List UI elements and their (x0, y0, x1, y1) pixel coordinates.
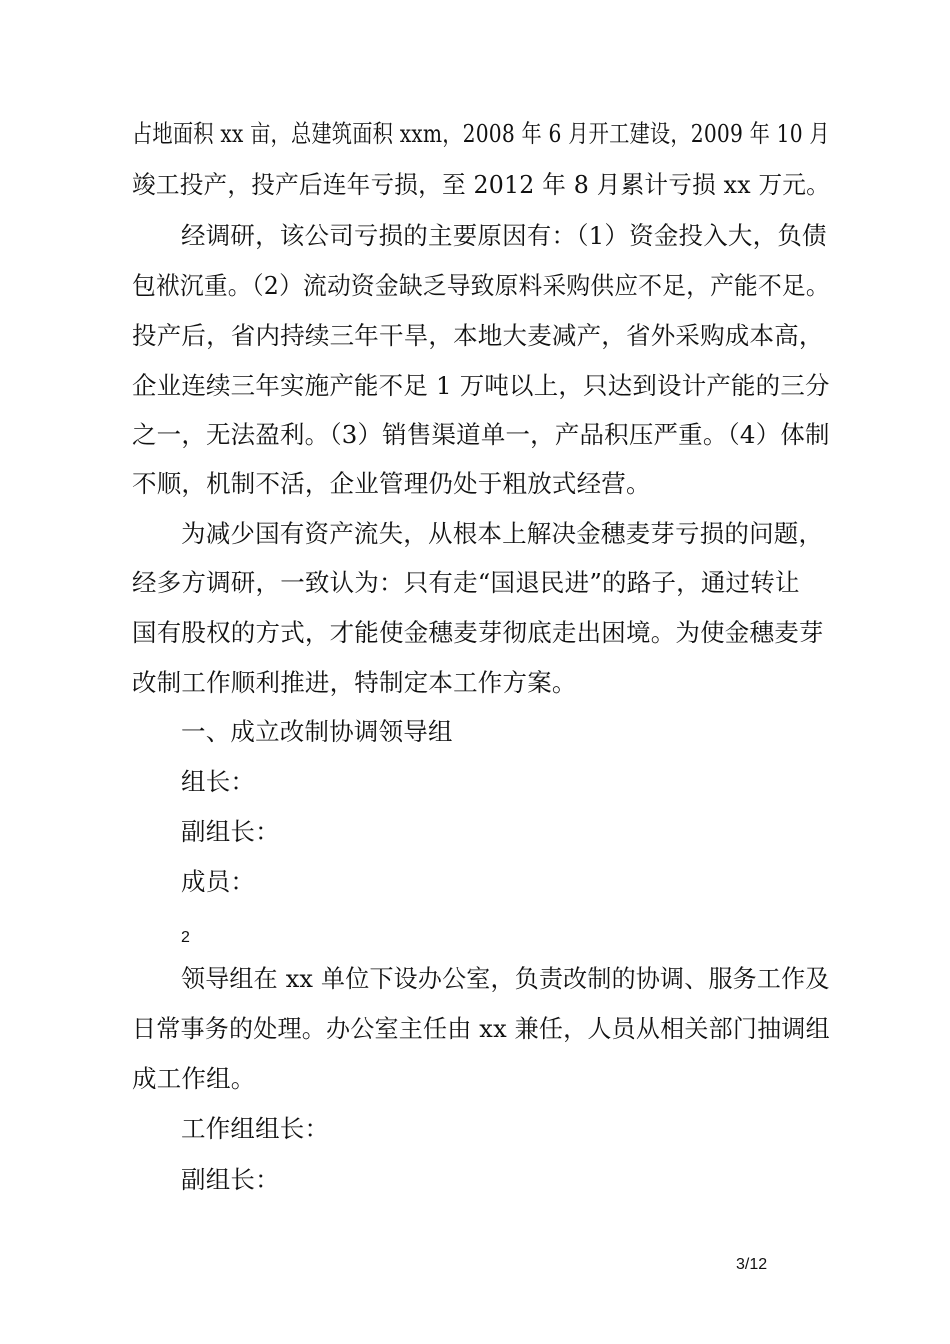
text-line: 国有股权的方式，才能使金穗麦芽彻底走出困境。为使金穗麦芽 (132, 618, 824, 647)
text-line: 占地面积 xx 亩，总建筑面积 xxm，2008 年 6 月开工建设，2009 年 10 月 (132, 119, 830, 148)
text-line: 成工作组。 (132, 1064, 256, 1093)
inline-page-marker: 2 (181, 929, 190, 946)
text-line: 副组长： (181, 817, 280, 846)
text-line: 成员： (181, 867, 256, 896)
text-line: 之一，无法盈利。（3）销售渠道单一，产品积压严重。（4）体制 (132, 420, 830, 449)
text-line: 领导组在 xx 单位下设办公室，负责改制的协调、服务工作及 (181, 964, 830, 993)
text-line: 经调研，该公司亏损的主要原因有：（1）资金投入大，负债 (181, 221, 827, 250)
text-line: 经多方调研，一致认为：只有走“国退民进”的路子，通过转让 (132, 568, 800, 597)
text-line: 日常事务的处理。办公室主任由 xx 兼任，人员从相关部门抽调组 (132, 1014, 830, 1043)
text-line: 竣工投产，投产后连年亏损，至 2012 年 8 月累计亏损 xx 万元。 (132, 170, 830, 199)
text-line: 企业连续三年实施产能不足 1 万吨以上，只达到设计产能的三分 (132, 371, 830, 400)
text-line: 包袱沉重。（2）流动资金缺乏导致原料采购供应不足，产能不足。 (132, 271, 830, 300)
text-line: 副组长： (181, 1165, 280, 1194)
text-line: 为减少国有资产流失，从根本上解决金穗麦芽亏损的问题， (181, 519, 824, 548)
page-number: 3/12 (736, 1256, 768, 1273)
text-line: 不顺，机制不活，企业管理仍处于粗放式经营。 (132, 469, 651, 498)
text-line: 工作组组长： (181, 1114, 330, 1143)
text-line: 组长： (181, 767, 256, 796)
text-line: 改制工作顺利推进，特制定本工作方案。 (132, 668, 577, 697)
text-line: 投产后，省内持续三年干旱，本地大麦减产，省外采购成本高， (132, 321, 824, 350)
section-heading: 一、成立改制协调领导组 (181, 717, 453, 746)
